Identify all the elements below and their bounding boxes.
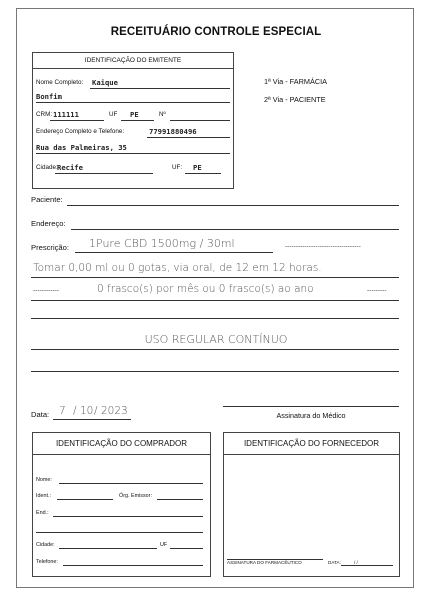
- comprador-cidade-label: Cidade:: [36, 542, 55, 548]
- telefone-value: 77991880496: [149, 127, 197, 136]
- endereco-emit-label: Endereço Completo e Telefone:: [36, 128, 125, 135]
- comprador-telefone-line[interactable]: [63, 565, 203, 566]
- blank-line-1: [31, 318, 399, 319]
- comprador-nome-label: Nome:: [36, 477, 52, 483]
- comprador-cidade-line[interactable]: [59, 548, 157, 549]
- endereco-line[interactable]: [71, 229, 399, 230]
- fornecedor-data-line[interactable]: [341, 565, 393, 566]
- crm-label: CRM:: [36, 111, 53, 118]
- endereco-label: Endereço:: [31, 219, 66, 228]
- nome-label: Nome Completo:: [36, 79, 84, 86]
- telefone-line: [147, 137, 230, 138]
- comprador-uf-label: UF: [160, 542, 168, 548]
- data-dia: 7: [59, 405, 66, 417]
- comprador-box: [32, 432, 211, 577]
- prescricao-label: Prescrição:: [31, 243, 69, 252]
- assinatura-medico-label: Assinatura do Médico: [276, 411, 346, 420]
- paciente-line[interactable]: [67, 205, 399, 206]
- comprador-end-line[interactable]: [53, 516, 203, 517]
- cidade-line: [55, 173, 153, 174]
- paciente-label: Paciente:: [31, 195, 63, 204]
- uf2-line: [185, 173, 221, 174]
- fornecedor-box: [223, 432, 400, 577]
- emitente-box: [32, 52, 234, 189]
- nome-line-1: [90, 88, 230, 89]
- cidade-value: Recife: [57, 163, 83, 172]
- prescricao-line: [75, 252, 273, 253]
- numero-label: Nº: [159, 111, 166, 118]
- fornecedor-data-sep: / /: [354, 560, 358, 565]
- data-line: [53, 419, 131, 420]
- data-sep-1: /: [73, 405, 77, 417]
- comprador-telefone-label: Telefone:: [36, 559, 58, 565]
- data-mes: 10: [80, 405, 94, 417]
- assinatura-farmaceutico-label: ASSINATURA DO FARMACÊUTICO: [227, 560, 302, 565]
- fornecedor-heading: IDENTIFICAÇÃO DO FORNECEDOR: [224, 433, 399, 455]
- frasco-dashes-right: ---------: [367, 287, 387, 294]
- uf-label: UF: [109, 111, 118, 118]
- comprador-end-label: End.:: [36, 510, 49, 516]
- comprador-orgao-line[interactable]: [157, 499, 203, 500]
- cidade-label: Cidade:: [36, 164, 58, 171]
- posologia-line: [31, 277, 399, 278]
- comprador-nome-line[interactable]: [59, 483, 203, 484]
- uso-text: USO REGULAR CONTÍNUO: [144, 333, 288, 346]
- comprador-orgao-label: Órg. Emissor:: [119, 493, 152, 499]
- form-title: RECEITUÁRIO CONTROLE ESPECIAL: [110, 26, 322, 38]
- emitente-heading: IDENTIFICAÇÃO DO EMITENTE: [33, 53, 233, 69]
- data-ano: 2023: [101, 405, 128, 417]
- uf2-label: UF:: [172, 164, 183, 171]
- uf-value: PE: [130, 110, 139, 119]
- via-farmacia: 1ª Via - FARMÁCIA: [264, 77, 327, 86]
- frasco-line: [31, 300, 399, 301]
- nome-value-1: Kaique: [92, 78, 118, 87]
- comprador-uf-line[interactable]: [170, 548, 203, 549]
- frasco-text: 0 frasco(s) por mês ou 0 frasco(s) ao ano: [97, 283, 314, 295]
- numero-line: [170, 120, 230, 121]
- data-label: Data:: [31, 410, 50, 419]
- medicamento-text: 1Pure CBD 1500mg / 30ml: [89, 237, 235, 250]
- via-paciente: 2ª Via - PACIENTE: [264, 95, 326, 104]
- nome-value-2: Bonfim: [36, 92, 62, 101]
- uf-line: [121, 120, 154, 121]
- prescription-form: [16, 8, 414, 588]
- fornecedor-data-label: DATA:: [328, 560, 341, 565]
- crm-line: [50, 120, 104, 121]
- frasco-dashes-left: ------------: [33, 287, 59, 294]
- endereco-emit-line: [36, 153, 230, 154]
- assinatura-medico-line[interactable]: [223, 406, 399, 407]
- comprador-ident-label: Ident.:: [36, 493, 51, 499]
- comprador-end-line-2[interactable]: [36, 532, 203, 533]
- comprador-heading: IDENTIFICAÇÃO DO COMPRADOR: [33, 433, 210, 455]
- endereco-emit-value: Rua das Palmeiras, 35: [36, 143, 127, 152]
- uf2-value: PE: [193, 163, 202, 172]
- data-sep-2: /: [94, 405, 98, 417]
- uso-line: [31, 349, 399, 350]
- nome-line-2: [36, 102, 230, 103]
- comprador-ident-line[interactable]: [57, 499, 113, 500]
- crm-value: 111111: [53, 110, 79, 119]
- prescricao-dashes: -----------------------------------: [285, 243, 361, 250]
- posologia-text: Tomar 0,00 ml ou 0 gotas, via oral, de 12 em 12 horas.: [33, 262, 322, 274]
- blank-line-2: [31, 371, 399, 372]
